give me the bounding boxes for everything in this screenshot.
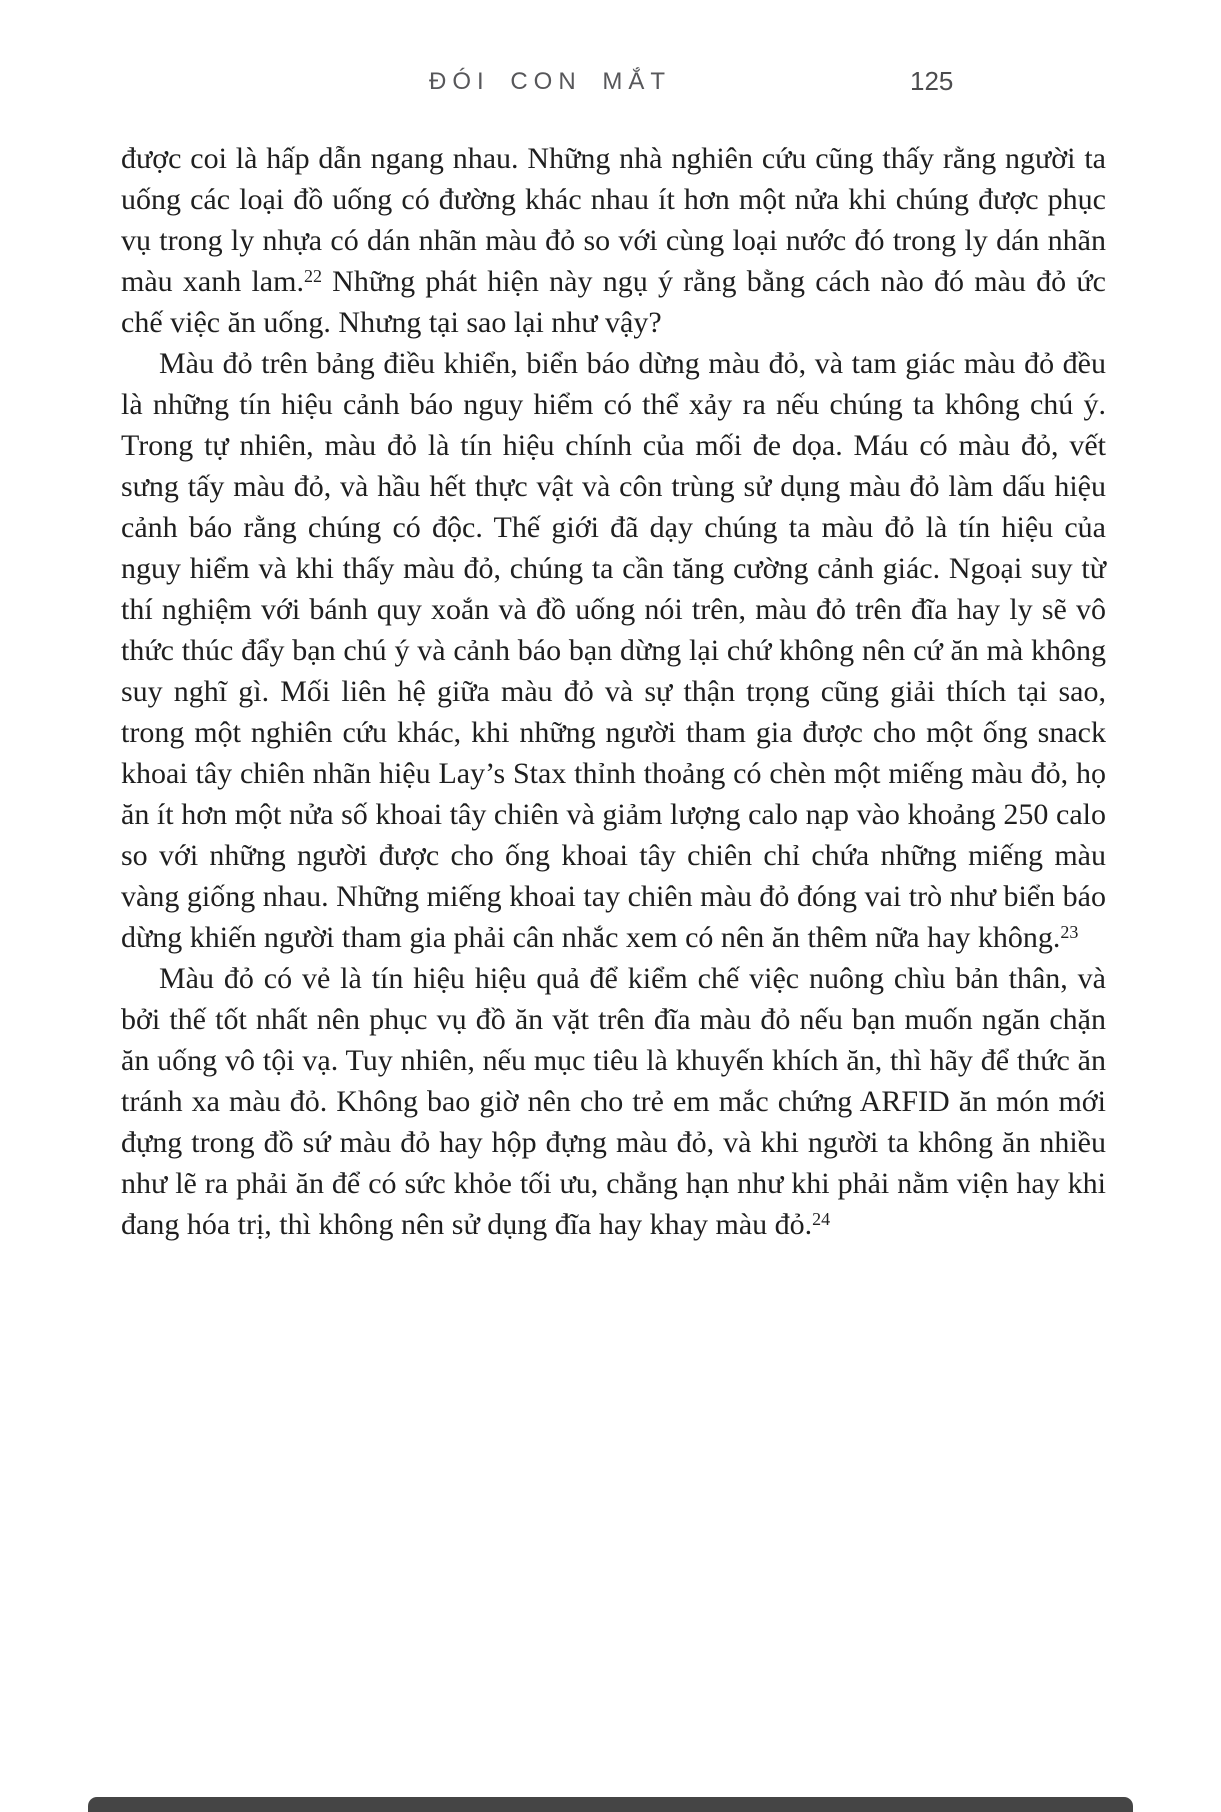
running-title: ĐÓI CON MẮT — [429, 68, 671, 95]
footnote-ref: 24 — [812, 1209, 831, 1230]
paragraph: Màu đỏ có vẻ là tín hiệu hiệu quả để kiểm chế việc nuông chìu bản thân, và bởi thế tốt nhất nên phục vụ đồ ăn vặt trên đĩa màu đỏ nếu bạn muốn ngăn chặn ăn uống vô tội vạ. Tuy nhiên, nếu mục tiêu là khuyến khích ăn, thì hãy để thức ăn tránh xa màu đỏ. Không bao giờ nên cho trẻ em mắc chứng ARFID ăn món mới đựng trong đồ sứ màu đỏ hay hộp đựng màu đỏ, và khi người ta không ăn nhiều như lẽ ra phải ăn để có sức khỏe tối ưu, chẳng hạn như khi phải nằm viện hay khi đang hóa trị, thì không nên sử dụng đĩa hay khay màu đỏ.$^{24}$ — [121, 962, 1106, 1241]
text-block — [121, 138, 1106, 1245]
page-number: 125 — [910, 66, 954, 96]
next-page-edge — [88, 1797, 1133, 1812]
footnote-ref: 23 — [1060, 922, 1079, 943]
paragraph: Màu đỏ trên bảng điều khiển, biển báo dừng màu đỏ, và tam giác màu đỏ đều là những tín hiệu cảnh báo nguy hiểm có thể xảy ra nếu chúng ta không chú ý. Trong tự nhiên, màu đỏ là tín hiệu chính của mối đe dọa. Máu có màu đỏ, vết sưng tấy màu đỏ, và hầu hết thực vật và côn trùng sử dụng màu đỏ làm dấu hiệu cảnh báo rằng chúng có độc. Thế giới đã dạy chúng ta màu đỏ là tín hiệu của nguy hiểm và khi thấy màu đỏ, chúng ta cần tăng cường cảnh giác. Ngoại suy từ thí nghiệm với bánh quy xoắn và đồ uống nói trên, màu đỏ trên đĩa hay ly sẽ vô thức thúc đẩy bạn chú ý và cảnh báo bạn dừng lại chứ không nên cứ ăn mà không suy nghĩ gì. Mối liên hệ giữa màu đỏ và sự thận trọng cũng giải thích tại sao, trong một nghiên cứu khác, khi những người tham gia được cho một ống snack khoai tây chiên nhãn hiệu Lay’s Stax thỉnh thoảng có chèn một miếng màu đỏ, họ ăn ít hơn một nửa số khoai tây chiên và giảm lượng calo nạp vào khoảng 250 calo so với những người được cho ống khoai tây chiên chỉ chứa những miếng màu vàng giống nhau. Những miếng khoai tay chiên màu đỏ đóng vai trò như biển báo dừng khiến người tham gia phải cân nhắc xem có nên ăn thêm nữa hay không.$^{23}$ — [121, 347, 1106, 954]
footnote-ref: 22 — [303, 266, 322, 287]
paragraph: được coi là hấp dẫn ngang nhau. Những nhà nghiên cứu cũng thấy rằng người ta uống các loại đồ uống có đường khác nhau ít hơn một nửa khi chúng được phục vụ trong ly nhựa có dán nhãn màu đỏ so với cùng loại nước đó trong ly dán nhãn màu xanh lam.$^{22}$ Những phát hiện này ngụ ý rằng bằng cách nào đó màu đỏ ức chế việc ăn uống. Nhưng tại sao lại như vậy? — [121, 142, 1106, 339]
